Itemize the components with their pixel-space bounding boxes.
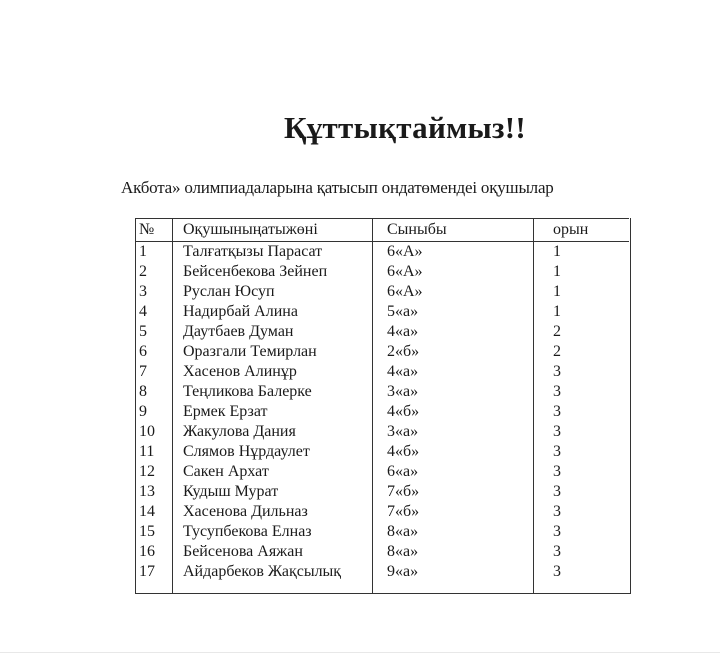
header-class: Сыныбы bbox=[381, 219, 549, 242]
cell-class: 9«а» bbox=[387, 563, 419, 580]
cell-class: 3«а» bbox=[387, 423, 419, 440]
table-header-row bbox=[135, 219, 629, 242]
cell-name: Даутбаев Думан bbox=[183, 323, 294, 340]
table-row bbox=[135, 462, 629, 482]
cell-num: 6 bbox=[139, 343, 147, 360]
cell-name: Бейсенбекова Зейнеп bbox=[183, 263, 328, 280]
table-row bbox=[135, 242, 629, 263]
cell-name: Сакен Архат bbox=[183, 463, 269, 480]
cell-place: 3 bbox=[553, 563, 561, 580]
cell-num: 13 bbox=[139, 483, 155, 500]
cell-place: 3 bbox=[553, 423, 561, 440]
cell-num: 15 bbox=[139, 523, 155, 540]
cell-name: Надирбай Алина bbox=[183, 303, 298, 320]
cell-name: Жакулова Дания bbox=[183, 423, 296, 440]
cell-class: 6«А» bbox=[387, 263, 423, 280]
cell-class: 8«а» bbox=[387, 523, 419, 540]
table-row bbox=[135, 402, 629, 422]
cell-num: 11 bbox=[139, 443, 155, 460]
cell-class: 7«б» bbox=[387, 503, 420, 520]
header-name: Оқушыныңатыжөні bbox=[177, 219, 381, 242]
cell-place: 1 bbox=[553, 283, 561, 300]
cell-class: 4«а» bbox=[387, 323, 419, 340]
cell-num: 17 bbox=[139, 563, 155, 580]
table-row bbox=[135, 522, 629, 542]
cell-place: 3 bbox=[553, 403, 561, 420]
cell-place: 1 bbox=[553, 243, 561, 260]
cell-name: Тусупбекова Елназ bbox=[183, 523, 312, 540]
cell-class: 4«б» bbox=[387, 443, 420, 460]
table-row bbox=[135, 482, 629, 502]
cell-place: 3 bbox=[553, 463, 561, 480]
cell-num: 10 bbox=[139, 423, 155, 440]
page-edge bbox=[0, 652, 720, 653]
cell-num: 5 bbox=[139, 323, 147, 340]
cell-num: 2 bbox=[139, 263, 147, 280]
table-row bbox=[135, 562, 629, 582]
table-row bbox=[135, 502, 629, 522]
table-body bbox=[135, 242, 629, 583]
document-title: Құттықтаймыз!! bbox=[283, 110, 527, 145]
cell-name: Хасенов Алинұр bbox=[183, 363, 297, 380]
cell-place: 2 bbox=[553, 323, 561, 340]
cell-name: Айдарбеков Жақсылық bbox=[183, 563, 342, 580]
cell-place: 3 bbox=[553, 383, 561, 400]
table-row bbox=[135, 262, 629, 282]
cell-name: Слямов Нұрдаулет bbox=[183, 443, 310, 460]
cell-place: 1 bbox=[553, 263, 561, 280]
cell-class: 8«а» bbox=[387, 543, 419, 560]
cell-place: 1 bbox=[553, 303, 561, 320]
cell-place: 3 bbox=[553, 543, 561, 560]
table-row bbox=[135, 422, 629, 442]
cell-name: Кудыш Мурат bbox=[183, 483, 279, 500]
cell-num: 4 bbox=[139, 303, 147, 320]
cell-class: 4«а» bbox=[387, 363, 419, 380]
cell-place: 3 bbox=[553, 523, 561, 540]
cell-name: Теңликова Балерке bbox=[183, 383, 312, 400]
cell-name: Бейсенова Аяжан bbox=[183, 543, 303, 560]
table-row bbox=[135, 442, 629, 462]
table-row bbox=[135, 542, 629, 562]
cell-place: 3 bbox=[553, 443, 561, 460]
cell-class: 6«а» bbox=[387, 463, 419, 480]
cell-num: 3 bbox=[139, 283, 147, 300]
cell-class: 5«а» bbox=[387, 303, 419, 320]
cell-name: Ермек Ерзат bbox=[183, 403, 268, 420]
cell-place: 3 bbox=[553, 363, 561, 380]
cell-class: 4«б» bbox=[387, 403, 420, 420]
cell-class: 3«а» bbox=[387, 383, 419, 400]
cell-name: Талғатқызы Парасат bbox=[183, 243, 323, 260]
cell-num: 8 bbox=[139, 383, 147, 400]
cell-num: 9 bbox=[139, 403, 147, 420]
table-row bbox=[135, 362, 629, 382]
table-row bbox=[135, 302, 629, 322]
table-row bbox=[135, 342, 629, 362]
header-num: № bbox=[135, 219, 177, 242]
results-table bbox=[135, 218, 629, 582]
table-row bbox=[135, 382, 629, 402]
cell-class: 7«б» bbox=[387, 483, 420, 500]
cell-num: 16 bbox=[139, 543, 155, 560]
cell-place: 3 bbox=[553, 503, 561, 520]
document-subtitle: Акбота» олимпиадаларына қатысып ондатөмендеі оқушылар bbox=[121, 178, 554, 197]
cell-place: 2 bbox=[553, 343, 561, 360]
cell-num: 1 bbox=[139, 243, 147, 260]
cell-num: 12 bbox=[139, 463, 155, 480]
cell-class: 6«А» bbox=[387, 283, 423, 300]
cell-place: 3 bbox=[553, 483, 561, 500]
cell-name: Хасенова Дильназ bbox=[183, 503, 308, 520]
header-place: орын bbox=[549, 219, 629, 242]
cell-class: 6«А» bbox=[387, 243, 423, 260]
table-row bbox=[135, 322, 629, 342]
cell-name: Руслан Юсуп bbox=[183, 283, 275, 300]
cell-name: Оразгали Темирлан bbox=[183, 343, 317, 360]
cell-num: 14 bbox=[139, 503, 155, 520]
cell-class: 2«б» bbox=[387, 343, 420, 360]
table-row bbox=[135, 282, 629, 302]
cell-num: 7 bbox=[139, 363, 147, 380]
